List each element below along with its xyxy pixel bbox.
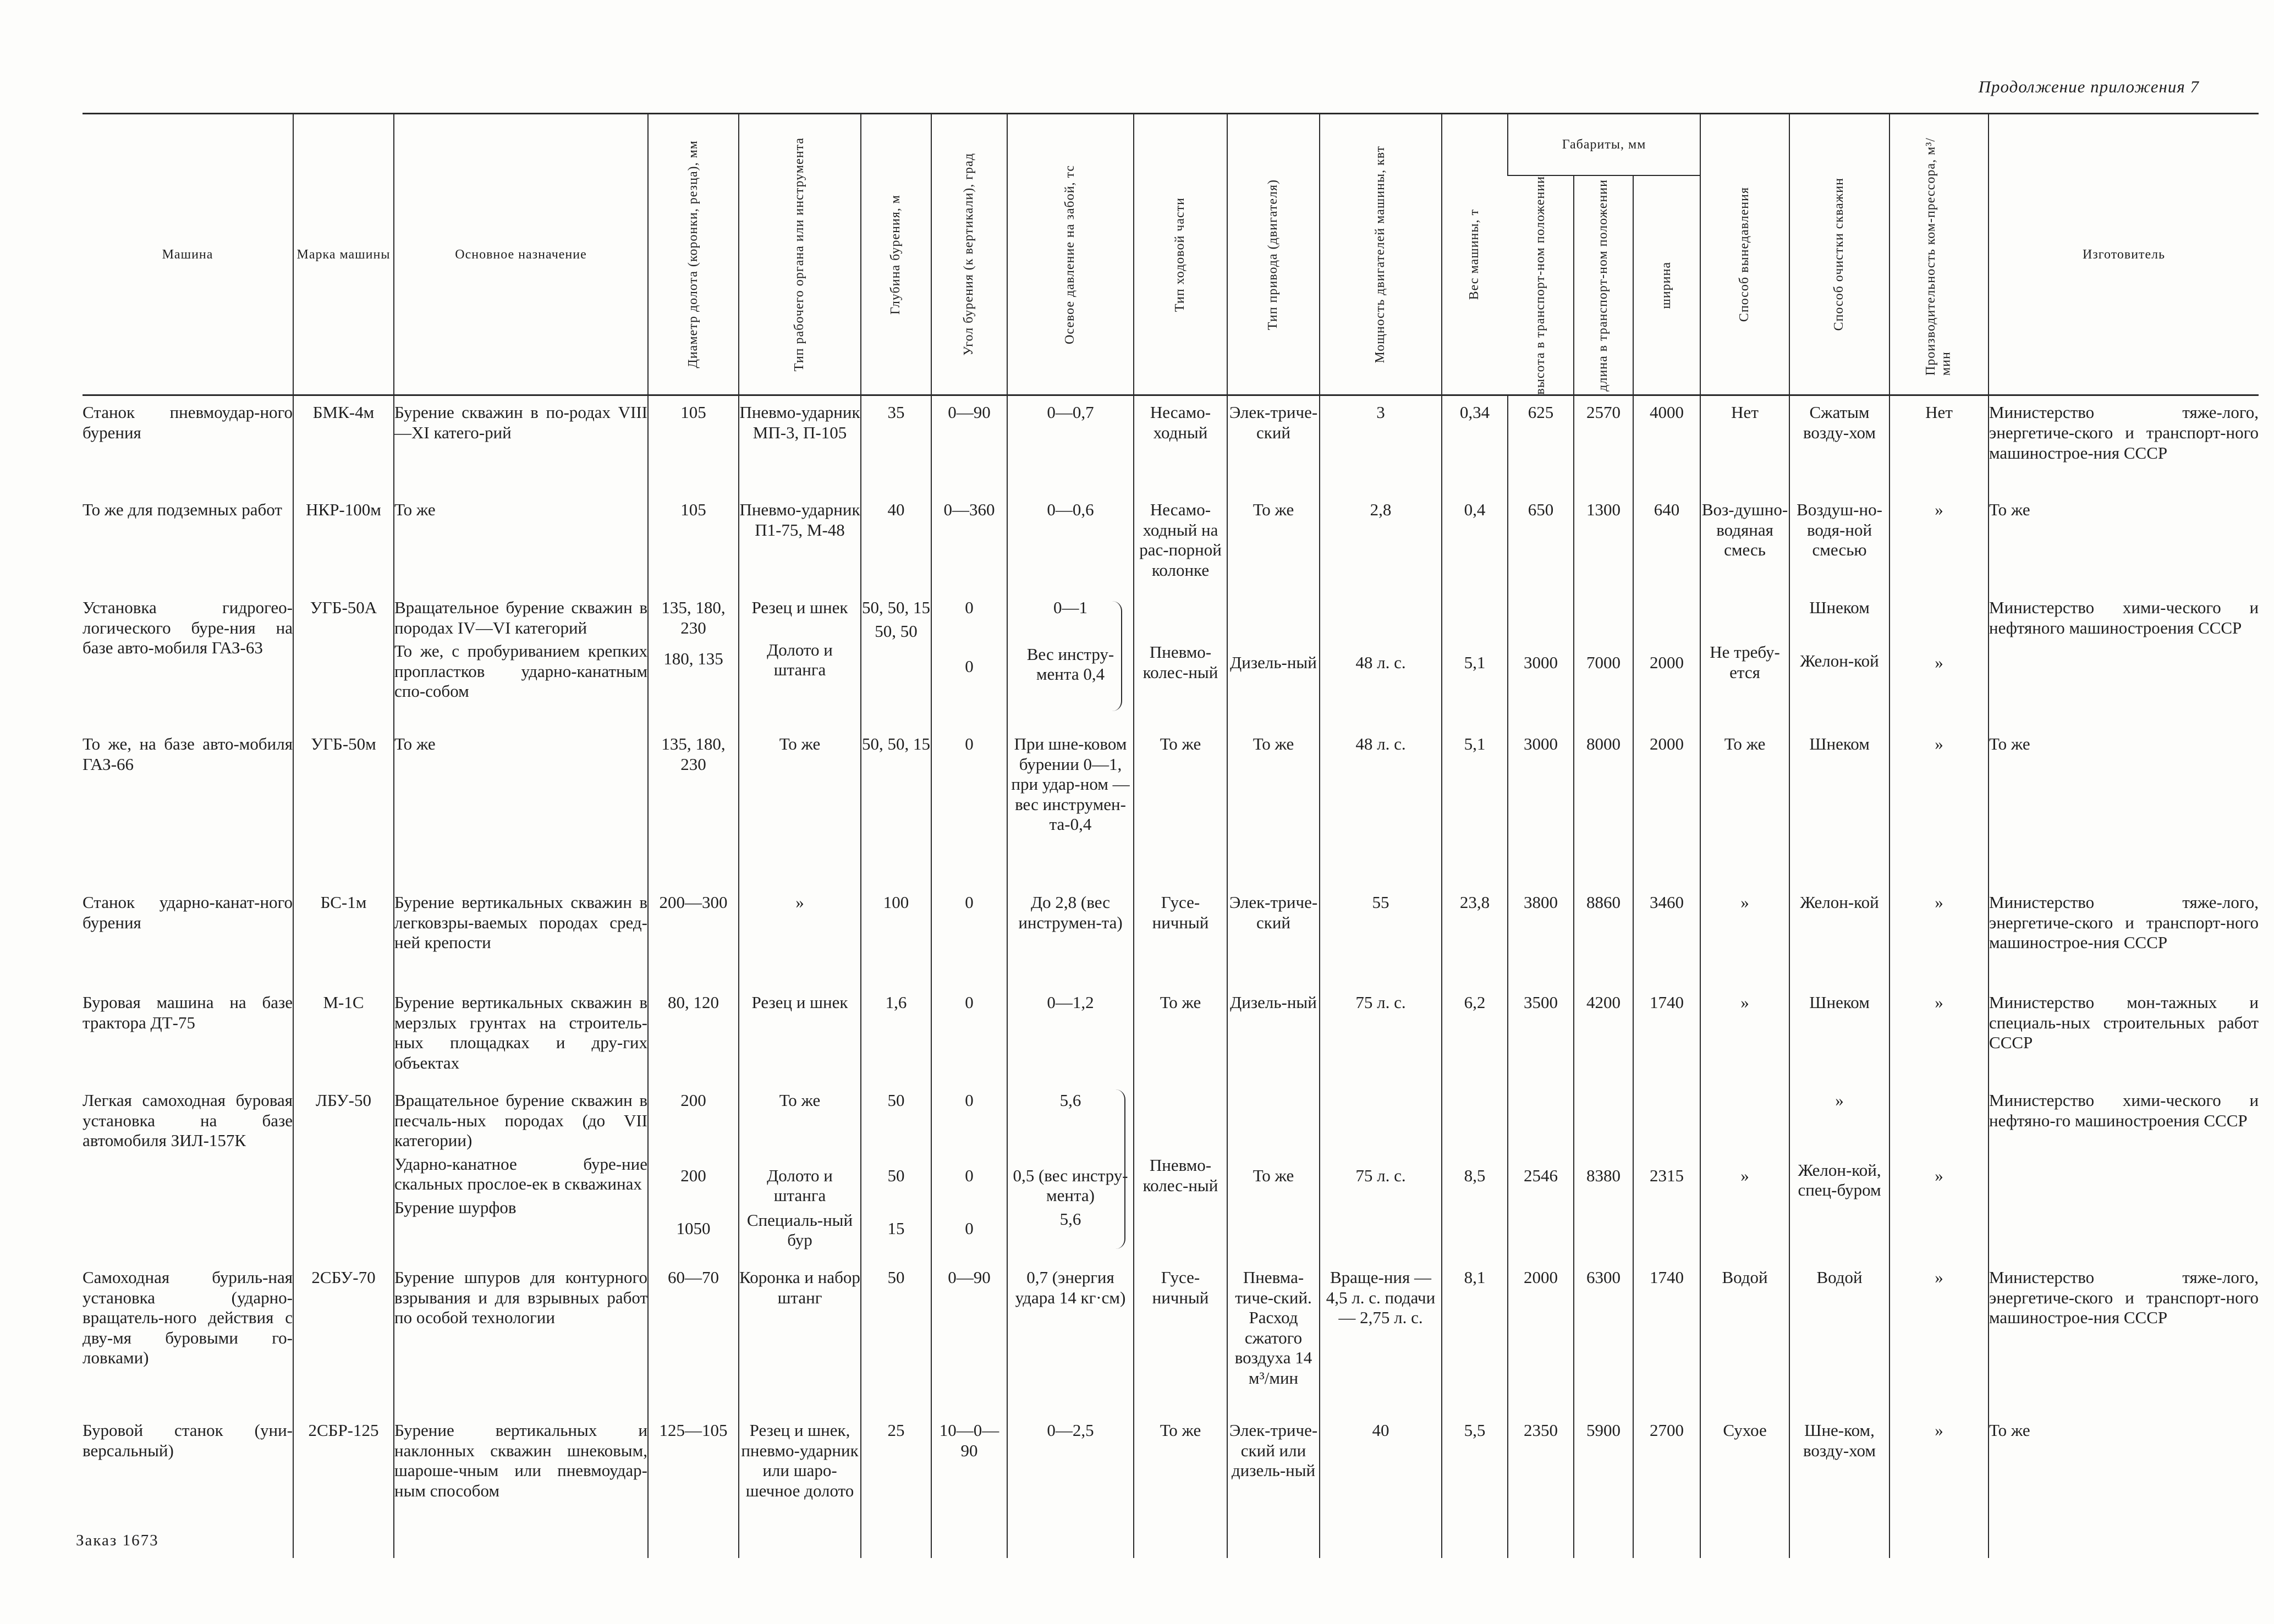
cell-diameter: 125—105: [648, 1414, 739, 1558]
tool-value: Резец и шнек: [751, 597, 848, 617]
cell-cleaning: Желон-кой: [1789, 886, 1889, 986]
cell-purpose: Бурение вертикальных скважин в легковзры-ваемых породах сред-ней крепости: [394, 886, 648, 986]
cell-width: 2700: [1633, 1414, 1700, 1558]
cell-angle: 0—360: [931, 493, 1007, 591]
cell-weight: 0,34: [1442, 395, 1508, 493]
cell-machine: Установка гидрогео-логического буре-ния на базе авто-мобиля ГАЗ-63: [83, 597, 293, 658]
cleaning-value: Желон-кой, спец-буром: [1798, 1160, 1881, 1200]
cell-axial: [1007, 1084, 1134, 1261]
cell-width: 1740: [1633, 1261, 1700, 1414]
cell-height: 3800: [1508, 886, 1574, 986]
cell-chassis: Пневмо-колес-ный: [1134, 1084, 1227, 1261]
cell-width: 3460: [1633, 886, 1700, 986]
cell-depth: 50: [861, 1261, 931, 1414]
cell-machine: Легкая самоходная буровая установка на базе автомобиля ЗИЛ-157К: [83, 1090, 293, 1150]
cleaning-value: Шнеком: [1809, 597, 1870, 617]
purpose-line: Бурение шурфов: [394, 1197, 517, 1217]
cell-purpose: Бурение шпуров для контурного взрывания и для взрывных работ по особой технологии: [394, 1261, 648, 1414]
cell-tool: [739, 1084, 861, 1261]
purpose-line: Ударно-канатное буре-ние скальных прослое-ек в скважинах: [394, 1154, 647, 1194]
depth-value: 50, 50: [875, 621, 918, 641]
cell-power: 40: [1320, 1414, 1442, 1558]
cell-weight: 5,1: [1442, 728, 1508, 886]
running-head: Продолжение приложения 7: [1978, 77, 2199, 96]
cell-extraction: Сухое: [1700, 1414, 1789, 1558]
cell-weight: 23,8: [1442, 886, 1508, 986]
cell-machine: Буровая машина на базе трактора ДТ-75: [83, 992, 293, 1032]
table-row: [83, 1261, 2259, 1414]
cell-drive: Дизель-ный: [1227, 591, 1320, 728]
cell-drive: Пневма-тиче-ский. Расход сжатого воздуха 14 м³/мин: [1227, 1261, 1320, 1414]
cell-purpose: [394, 591, 648, 728]
col-dims: Габариты, мм: [1508, 114, 1700, 176]
equipment-table: [83, 113, 2259, 1558]
col-drive: Тип привода (двигателя): [1227, 114, 1320, 395]
cell-brand: УГБ-50А: [293, 591, 394, 728]
cell-width: 4000: [1633, 395, 1700, 493]
cell-cleaning: Шнеком: [1789, 986, 1889, 1084]
cell-width: 1740: [1633, 986, 1700, 1084]
axial-value: 5,6: [1059, 1209, 1081, 1229]
col-diameter: Диаметр долота (коронки, резца), мм: [648, 114, 739, 395]
cell-length: 7000: [1574, 591, 1633, 728]
cell-depth: 100: [861, 886, 931, 986]
cell-chassis: Гусе-ничный: [1134, 886, 1227, 986]
cell-maker: Министерство хими-ческого и нефтяно-го машиностроения СССР: [1989, 1084, 2259, 1261]
cell-compressor: »: [1889, 728, 1989, 886]
cell-purpose: [394, 1084, 648, 1261]
col-brand: Марка машины: [293, 114, 394, 395]
tool-value: Специаль-ный бур: [746, 1210, 853, 1250]
cell-purpose: То же: [394, 493, 648, 591]
cell-axial: При шне-ковом бурении 0—1, при удар-ном — вес инструмен-та-0,4: [1007, 728, 1134, 886]
cell-height: 3000: [1508, 728, 1574, 886]
cell-diameter: 135, 180, 230: [648, 728, 739, 886]
cleaning-value: Желон-кой: [1800, 651, 1879, 670]
angle-value: 0: [965, 1165, 974, 1185]
table-row: [83, 728, 2259, 886]
diameter-value: 135, 180, 230: [661, 597, 726, 637]
col-extraction: Способ вынедавления: [1700, 114, 1789, 395]
tool-value: То же: [779, 1090, 821, 1110]
cell-extraction: »: [1700, 886, 1789, 986]
brace-icon: [1111, 601, 1122, 711]
cell-brand: 2СБУ-70: [293, 1261, 394, 1414]
cell-tool: »: [739, 886, 861, 986]
col-tool-type: Тип рабочего органа или инструмента: [739, 114, 861, 395]
col-compressor: Производительность ком-прессора, м³/мин: [1889, 114, 1989, 395]
cell-angle: 0: [931, 886, 1007, 986]
cell-drive: Элек-триче-ский или дизель-ный: [1227, 1414, 1320, 1558]
purpose-line: Вращательное бурение скважин в породах IV—VI категорий: [394, 597, 647, 637]
cell-height: 650: [1508, 493, 1574, 591]
cell-length: 4200: [1574, 986, 1633, 1084]
table-row: [83, 493, 2259, 591]
depth-value: 15: [887, 1219, 905, 1238]
cell-diameter: 60—70: [648, 1261, 739, 1414]
cell-width: 2315: [1633, 1084, 1700, 1261]
cell-extraction: То же: [1700, 728, 1789, 886]
cell-compressor: »: [1889, 1261, 1989, 1414]
col-dim-height: высота в транспорт-ном положении: [1508, 175, 1574, 395]
cell-maker: Министерство хими-ческого и нефтяного машиностроения СССР: [1989, 591, 2259, 728]
cell-maker: Министерство тяже-лого, энергетиче-ского и транспорт-ного машинострое-ния СССР: [1989, 395, 2259, 493]
table-row: [83, 591, 2259, 728]
cell-power: 75 л. с.: [1320, 1084, 1442, 1261]
cell-diameter: [648, 591, 739, 728]
cell-compressor: »: [1889, 493, 1989, 591]
cell-length: 1300: [1574, 493, 1633, 591]
cell-depth: 1,6: [861, 986, 931, 1084]
brace-icon: [1114, 1089, 1125, 1249]
cell-maker: Министерство мон-тажных и специаль-ных строительных работ СССР: [1989, 986, 2259, 1084]
cell-height: 3000: [1508, 591, 1574, 728]
col-power: Мощность двигателей машины, квт: [1320, 114, 1442, 395]
cell-compressor: »: [1889, 886, 1989, 986]
cell-depth: 50, 50, 15: [861, 728, 931, 886]
cell-axial: До 2,8 (вес инструмен-та): [1007, 886, 1134, 986]
cell-power: 48 л. с.: [1320, 728, 1442, 886]
cell-length: 5900: [1574, 1414, 1633, 1558]
table-row: [83, 886, 2259, 986]
cell-width: 2000: [1633, 728, 1700, 886]
cell-height: 3500: [1508, 986, 1574, 1084]
tool-value: Долото и штанга: [767, 640, 833, 680]
axial-value: 0—1: [1053, 597, 1087, 617]
cell-angle: [931, 1084, 1007, 1261]
cell-brand: БС-1м: [293, 886, 394, 986]
cell-tool: [739, 591, 861, 728]
angle-value: 0: [965, 656, 974, 676]
cell-tool: Коронка и набор штанг: [739, 1261, 861, 1414]
table-row: [83, 1414, 2259, 1558]
cell-maker: То же: [1989, 493, 2259, 591]
cell-depth: 40: [861, 493, 931, 591]
cell-diameter: 200—300: [648, 886, 739, 986]
cell-angle: 0—90: [931, 395, 1007, 493]
angle-value: 0: [965, 1090, 974, 1110]
cell-extraction: Водой: [1700, 1261, 1789, 1414]
cell-machine: Станок пневмоудар-ного бурения: [83, 403, 293, 443]
cell-extraction: »: [1700, 1084, 1789, 1261]
cell-weight: 8,5: [1442, 1084, 1508, 1261]
cell-weight: 0,4: [1442, 493, 1508, 591]
cell-brand: ЛБУ-50: [293, 1084, 394, 1261]
cell-diameter: 105: [648, 493, 739, 591]
cleaning-value: »: [1835, 1090, 1844, 1110]
cell-angle: 0: [931, 728, 1007, 886]
col-maker: Изготовитель: [1989, 114, 2259, 395]
cell-weight: 5,1: [1442, 591, 1508, 728]
footer-order-number: Заказ 1673: [76, 1532, 159, 1549]
cell-diameter: 80, 120: [648, 986, 739, 1084]
cell-purpose: Бурение скважин в по-родах VIII—XI катего-рий: [394, 395, 648, 493]
col-machine: Машина: [83, 114, 293, 395]
purpose-line: То же, с пробуриванием крепких пропластков ударно-канатным спо-собом: [394, 641, 647, 701]
col-cleaning: Способ очистки скважин: [1789, 114, 1889, 395]
cell-tool: Резец и шнек, пневмо-ударник или шаро-шечное долото: [739, 1414, 861, 1558]
table-row: [83, 986, 2259, 1084]
cell-machine: Самоходная буриль-ная установка (ударно-вращатель-ного действия с дву-мя буровыми го-ловками): [83, 1267, 293, 1368]
cell-tool: Пневмо-ударник П1-75, М-48: [739, 493, 861, 591]
cell-drive: Элек-триче-ский: [1227, 886, 1320, 986]
cell-weight: 5,5: [1442, 1414, 1508, 1558]
cell-chassis: То же: [1134, 728, 1227, 886]
cell-axial: [1007, 591, 1134, 728]
cell-power: 2,8: [1320, 493, 1442, 591]
cell-chassis: То же: [1134, 1414, 1227, 1558]
cell-depth: 25: [861, 1414, 931, 1558]
diameter-value: 180, 135: [663, 649, 723, 669]
cell-purpose: Бурение вертикальных скважин в мерзлых грунтах на строитель-ных площадках и дру-гих объектах: [394, 986, 648, 1084]
table-row: [83, 395, 2259, 493]
cell-power: 75 л. с.: [1320, 986, 1442, 1084]
cell-height: 2546: [1508, 1084, 1574, 1261]
tool-value: Долото и штанга: [767, 1165, 833, 1205]
cell-drive: То же: [1227, 493, 1320, 591]
cell-length: 6300: [1574, 1261, 1633, 1414]
cell-machine: То же, на базе авто-мобиля ГАЗ-66: [83, 734, 293, 774]
cell-cleaning: Сжатым возду-хом: [1789, 395, 1889, 493]
cell-diameter: [648, 1084, 739, 1261]
cell-purpose: Бурение вертикальных и наклонных скважин шнековым, шароше-чным или пневмоудар-ным способом: [394, 1414, 648, 1558]
cell-length: 8860: [1574, 886, 1633, 986]
cell-maker: Министерство тяже-лого, энергетиче-ского и транспорт-ного машинострое-ния СССР: [1989, 1261, 2259, 1414]
col-angle: Угол бурения (к вертикали), град: [931, 114, 1007, 395]
cell-axial: 0—1,2: [1007, 986, 1134, 1084]
axial-value: 0,5 (вес инстру-мента): [1013, 1165, 1128, 1205]
cell-cleaning: [1789, 591, 1889, 728]
cell-extraction: Воз-душно-водяная смесь: [1700, 493, 1789, 591]
cell-angle: 0—90: [931, 1261, 1007, 1414]
cell-compressor: »: [1889, 986, 1989, 1084]
col-purpose: Основное назначение: [394, 114, 648, 395]
axial-value: Вес инстру-мента 0,4: [1026, 644, 1114, 684]
cell-maker: То же: [1989, 1414, 2259, 1558]
col-dim-width: ширина: [1633, 175, 1700, 395]
cell-compressor: »: [1889, 1084, 1989, 1261]
cell-chassis: Несамо-ходный: [1134, 395, 1227, 493]
cell-depth: [861, 1084, 931, 1261]
cell-length: 8380: [1574, 1084, 1633, 1261]
cell-compressor: »: [1889, 591, 1989, 728]
cell-angle: [931, 591, 1007, 728]
cell-width: 640: [1633, 493, 1700, 591]
cell-depth: 35: [861, 395, 931, 493]
cell-maker: Министерство тяже-лого, энергетиче-ского и транспорт-ного машинострое-ния СССР: [1989, 886, 2259, 986]
depth-value: 50: [887, 1165, 905, 1185]
cell-brand: УГБ-50м: [293, 728, 394, 886]
cell-axial: 0—0,7: [1007, 395, 1134, 493]
cell-drive: Дизель-ный: [1227, 986, 1320, 1084]
cell-height: 2000: [1508, 1261, 1574, 1414]
cell-extraction: Не требу-ется: [1700, 591, 1789, 728]
cell-weight: 8,1: [1442, 1261, 1508, 1414]
cell-maker: То же: [1989, 728, 2259, 886]
cell-cleaning: Шнеком: [1789, 728, 1889, 886]
col-weight: Вес машины, т: [1442, 114, 1508, 395]
diameter-value: 200: [680, 1165, 706, 1185]
cell-chassis: Несамо-ходный на рас-порной колонке: [1134, 493, 1227, 591]
cell-power: 55: [1320, 886, 1442, 986]
cell-cleaning: [1789, 1084, 1889, 1261]
cell-angle: 0: [931, 986, 1007, 1084]
diameter-value: 200: [680, 1090, 706, 1110]
cell-axial: 0—2,5: [1007, 1414, 1134, 1558]
cell-angle: 10—0—90: [931, 1414, 1007, 1558]
cell-chassis: То же: [1134, 986, 1227, 1084]
col-axial: Осевое давление на забой, тс: [1007, 114, 1134, 395]
angle-value: 0: [965, 1219, 974, 1238]
cell-length: 2570: [1574, 395, 1633, 493]
col-chassis: Тип ходовой части: [1134, 114, 1227, 395]
diameter-value: 1050: [676, 1219, 711, 1238]
cell-axial: 0—0,6: [1007, 493, 1134, 591]
cell-weight: 6,2: [1442, 986, 1508, 1084]
cell-drive: То же: [1227, 1084, 1320, 1261]
cell-depth: [861, 591, 931, 728]
cell-compressor: »: [1889, 1414, 1989, 1558]
col-dim-length: длина в транспорт-ном положении: [1574, 175, 1633, 395]
cell-tool: То же: [739, 728, 861, 886]
cell-power: 3: [1320, 395, 1442, 493]
cell-extraction: Нет: [1700, 395, 1789, 493]
cell-brand: 2СБР-125: [293, 1414, 394, 1558]
cell-compressor: Нет: [1889, 395, 1989, 493]
cell-power: 48 л. с.: [1320, 591, 1442, 728]
depth-value: 50: [887, 1090, 905, 1110]
cell-machine: Буровой станок (уни-версальный): [83, 1420, 293, 1460]
cell-diameter: 105: [648, 395, 739, 493]
cell-tool: Пневмо-ударник МП-3, П-105: [739, 395, 861, 493]
cell-length: 8000: [1574, 728, 1633, 886]
cell-brand: БМК-4м: [293, 395, 394, 493]
depth-value: 50, 50, 15: [862, 597, 930, 617]
cell-axial: 0,7 (энергия удара 14 кг·см): [1007, 1261, 1134, 1414]
cell-power: Враще-ния — 4,5 л. с. подачи — 2,75 л. с.: [1320, 1261, 1442, 1414]
cell-height: 625: [1508, 395, 1574, 493]
col-depth: Глубина бурения, м: [861, 114, 931, 395]
cell-machine: Станок ударно-канат-ного бурения: [83, 892, 293, 932]
cell-cleaning: Шне-ком, возду-хом: [1789, 1414, 1889, 1558]
cell-width: 2000: [1633, 591, 1700, 728]
axial-value: 5,6: [1059, 1090, 1081, 1110]
cell-cleaning: Водой: [1789, 1261, 1889, 1414]
cell-cleaning: Воздуш-но-водя-ной смесью: [1789, 493, 1889, 591]
cell-extraction: »: [1700, 986, 1789, 1084]
cell-machine: То же для подземных работ: [83, 499, 282, 519]
table-row: [83, 1084, 2259, 1261]
cell-chassis: Гусе-ничный: [1134, 1261, 1227, 1414]
cell-drive: Элек-триче-ский: [1227, 395, 1320, 493]
cell-brand: М-1С: [293, 986, 394, 1084]
cell-brand: НКР-100м: [293, 493, 394, 591]
angle-value: 0: [965, 597, 974, 617]
purpose-line: Вращательное бурение скважин в песчаль-ных породах (до VII категории): [394, 1090, 647, 1150]
cell-chassis: Пневмо-колес-ный: [1134, 591, 1227, 728]
cell-drive: То же: [1227, 728, 1320, 886]
cell-tool: Резец и шнек: [739, 986, 861, 1084]
cell-purpose: То же: [394, 728, 648, 886]
cell-height: 2350: [1508, 1414, 1574, 1558]
